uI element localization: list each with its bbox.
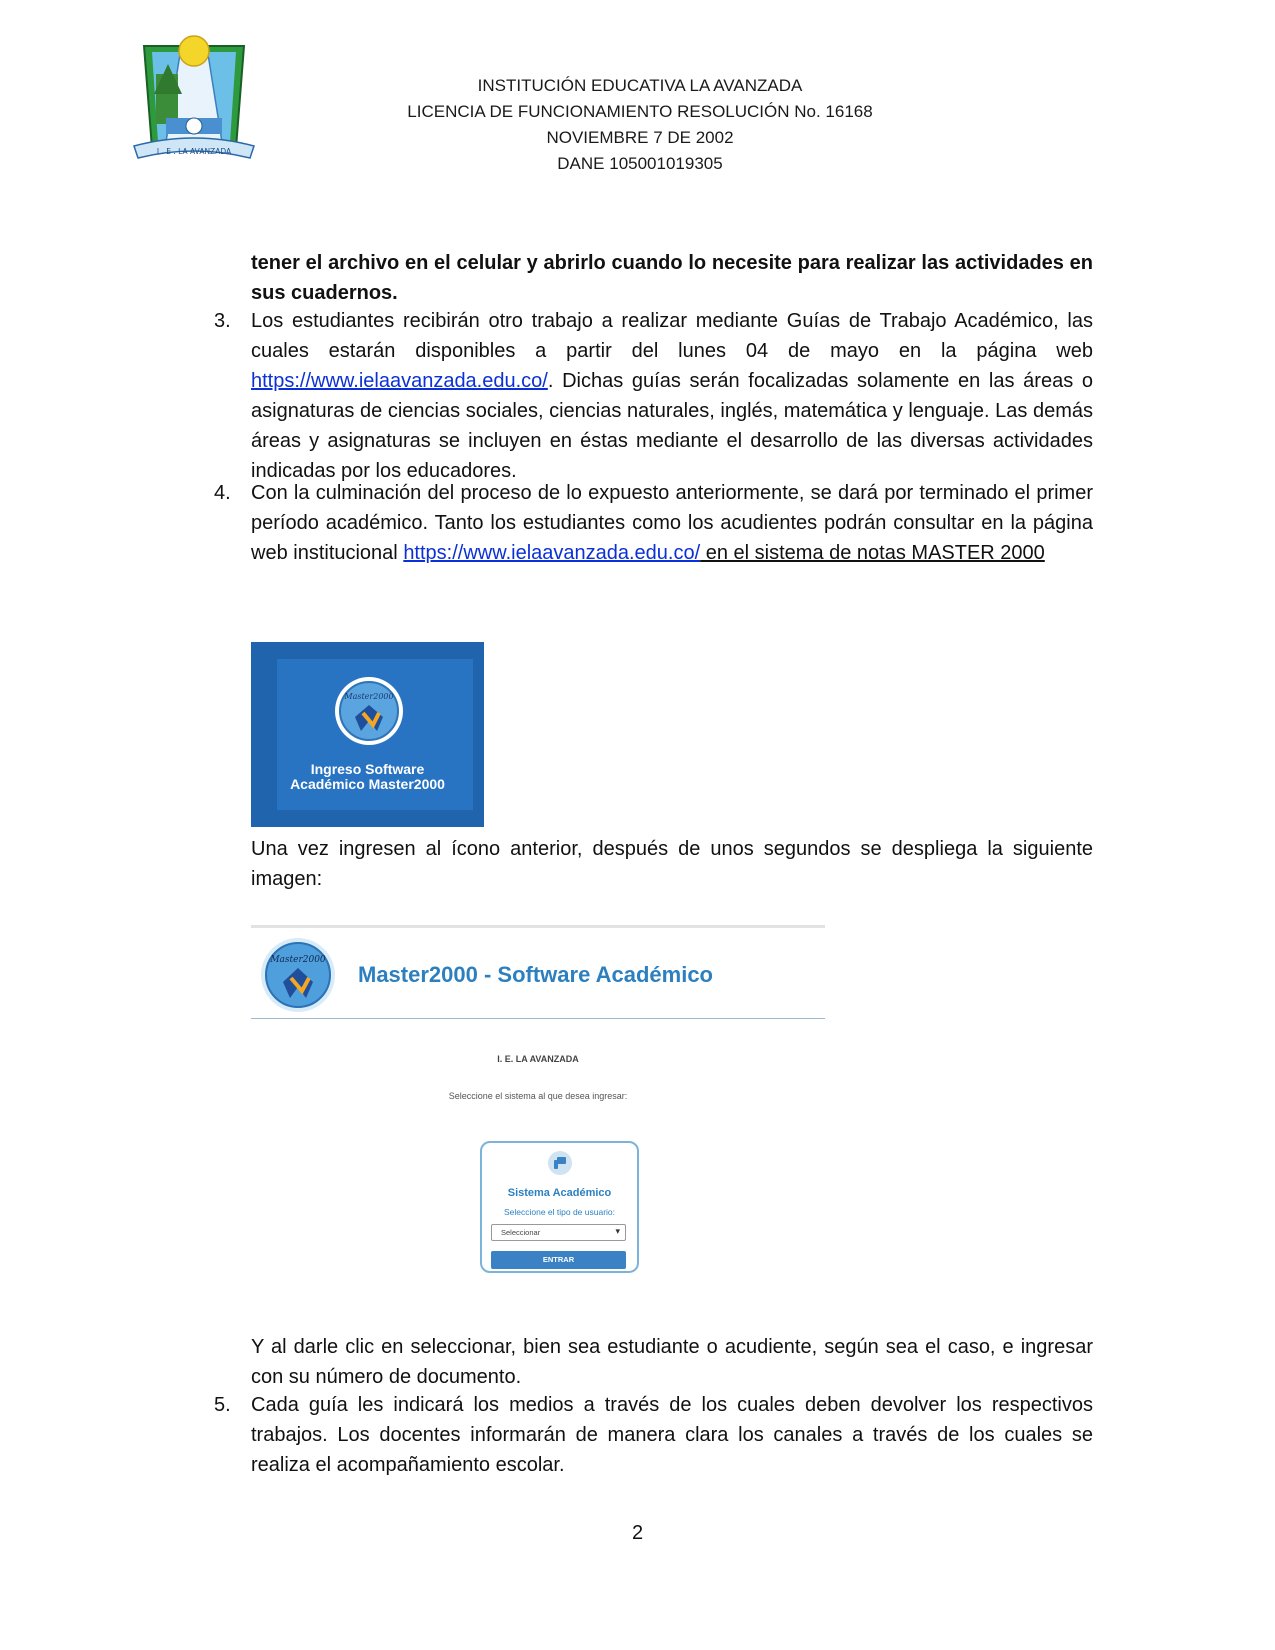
after-screenshot-paragraph: Y al darle clic en seleccionar, bien sea estudiante o acudiente, según sea el caso, e ingresar con su número de documento.	[251, 1336, 1093, 1388]
header-separator	[251, 1018, 825, 1019]
item-4-text	[251, 478, 1093, 568]
item-3-text-a: Los estudiantes recibirán otro trabajo a realizar mediante Guías de Trabajo Académico, las cuales estarán disponibles a partir del lunes 04 de mayo en la página web	[251, 310, 1093, 362]
item-3-text-b: . Dichas guías serán focalizadas solamente en las áreas o asignaturas de ciencias sociales, ciencias naturales, inglés, matemática y lenguaje. Las demás áreas y asignaturas se incluyen en éstas mediante el desarrollo de las diversas actividades indicadas por los educadores.	[251, 370, 1093, 482]
dane-code: DANE 105001019305	[557, 154, 723, 173]
item-5-text: Cada guía les indicará los medios a través de los cuales deben devolver los respectivos trabajos. Los docentes informarán de manera clara los canales a través de los cuales se realiza el acompañamiento escolar.	[251, 1394, 1093, 1476]
master2000-header-logo-icon	[259, 936, 337, 1014]
school-logo	[130, 34, 258, 164]
system-select-prompt: Seleccione el sistema al que desea ingresar:	[448, 1091, 628, 1101]
master2000-login-tile[interactable]	[251, 642, 484, 827]
intro-paragraph: tener el archivo en el celular y abrirlo cuando lo necesite para realizar las actividades en sus cuadernos.	[251, 252, 1093, 304]
user-type-select-value: Seleccionar	[501, 1228, 541, 1237]
header-emblem-text: Master2000	[270, 955, 326, 965]
master2000-screenshot	[251, 922, 825, 1307]
tile-emblem-text: Master2000	[344, 692, 394, 701]
tile-caption-line1: Ingreso Software	[310, 761, 425, 777]
page-number: 2	[631, 1522, 644, 1544]
institution-label: I. E. LA AVANZADA	[497, 1054, 579, 1064]
item-4-text-b: en el sistema de notas MASTER 2000	[700, 542, 1045, 564]
license-line: LICENCIA DE FUNCIONAMIENTO RESOLUCIÓN No. 16168	[407, 102, 873, 121]
logo-banner-text: I . E . LA AVANZADA	[156, 147, 232, 156]
master2000-logo-icon	[333, 675, 405, 747]
user-id-icon	[548, 1151, 572, 1175]
app-title: Master2000 - Software Académico	[358, 962, 713, 987]
school-website-link[interactable]: https://www.ielaavanzada.edu.co/	[251, 370, 548, 392]
card-subtitle: Seleccione el tipo de usuario:	[503, 1207, 616, 1217]
school-website-link-2[interactable]: https://www.ielaavanzada.edu.co/	[403, 542, 701, 564]
document-header	[380, 73, 900, 177]
license-date: NOVIEMBRE 7 DE 2002	[546, 128, 734, 147]
chevron-down-icon: ▾	[615, 1226, 620, 1236]
item-4-text-a: Con la culminación del proceso de lo expuesto anteriormente, se dará por terminado el primer período académico. Tanto los estudiantes como los acudientes podrán consultar en la página web institucional	[251, 482, 1093, 564]
screenshot-top-border	[251, 925, 825, 928]
item-3-text	[251, 306, 1093, 486]
academic-system-card	[480, 1141, 639, 1273]
tile-caption-line2: Académico Master2000	[290, 776, 445, 792]
institution-name: INSTITUCIÓN EDUCATIVA LA AVANZADA	[477, 76, 803, 95]
enter-button[interactable]: ENTRAR	[491, 1251, 626, 1269]
item-5-number: 5.	[214, 1394, 231, 1416]
user-type-select[interactable]	[491, 1224, 626, 1241]
card-title: Sistema Académico	[507, 1187, 612, 1199]
item-3-number: 3.	[214, 310, 231, 332]
tile-caption	[251, 762, 484, 792]
after-tile-paragraph: Una vez ingresen al ícono anterior, después de unos segundos se despliega la siguiente imagen:	[251, 838, 1093, 890]
item-4-number: 4.	[214, 482, 231, 504]
